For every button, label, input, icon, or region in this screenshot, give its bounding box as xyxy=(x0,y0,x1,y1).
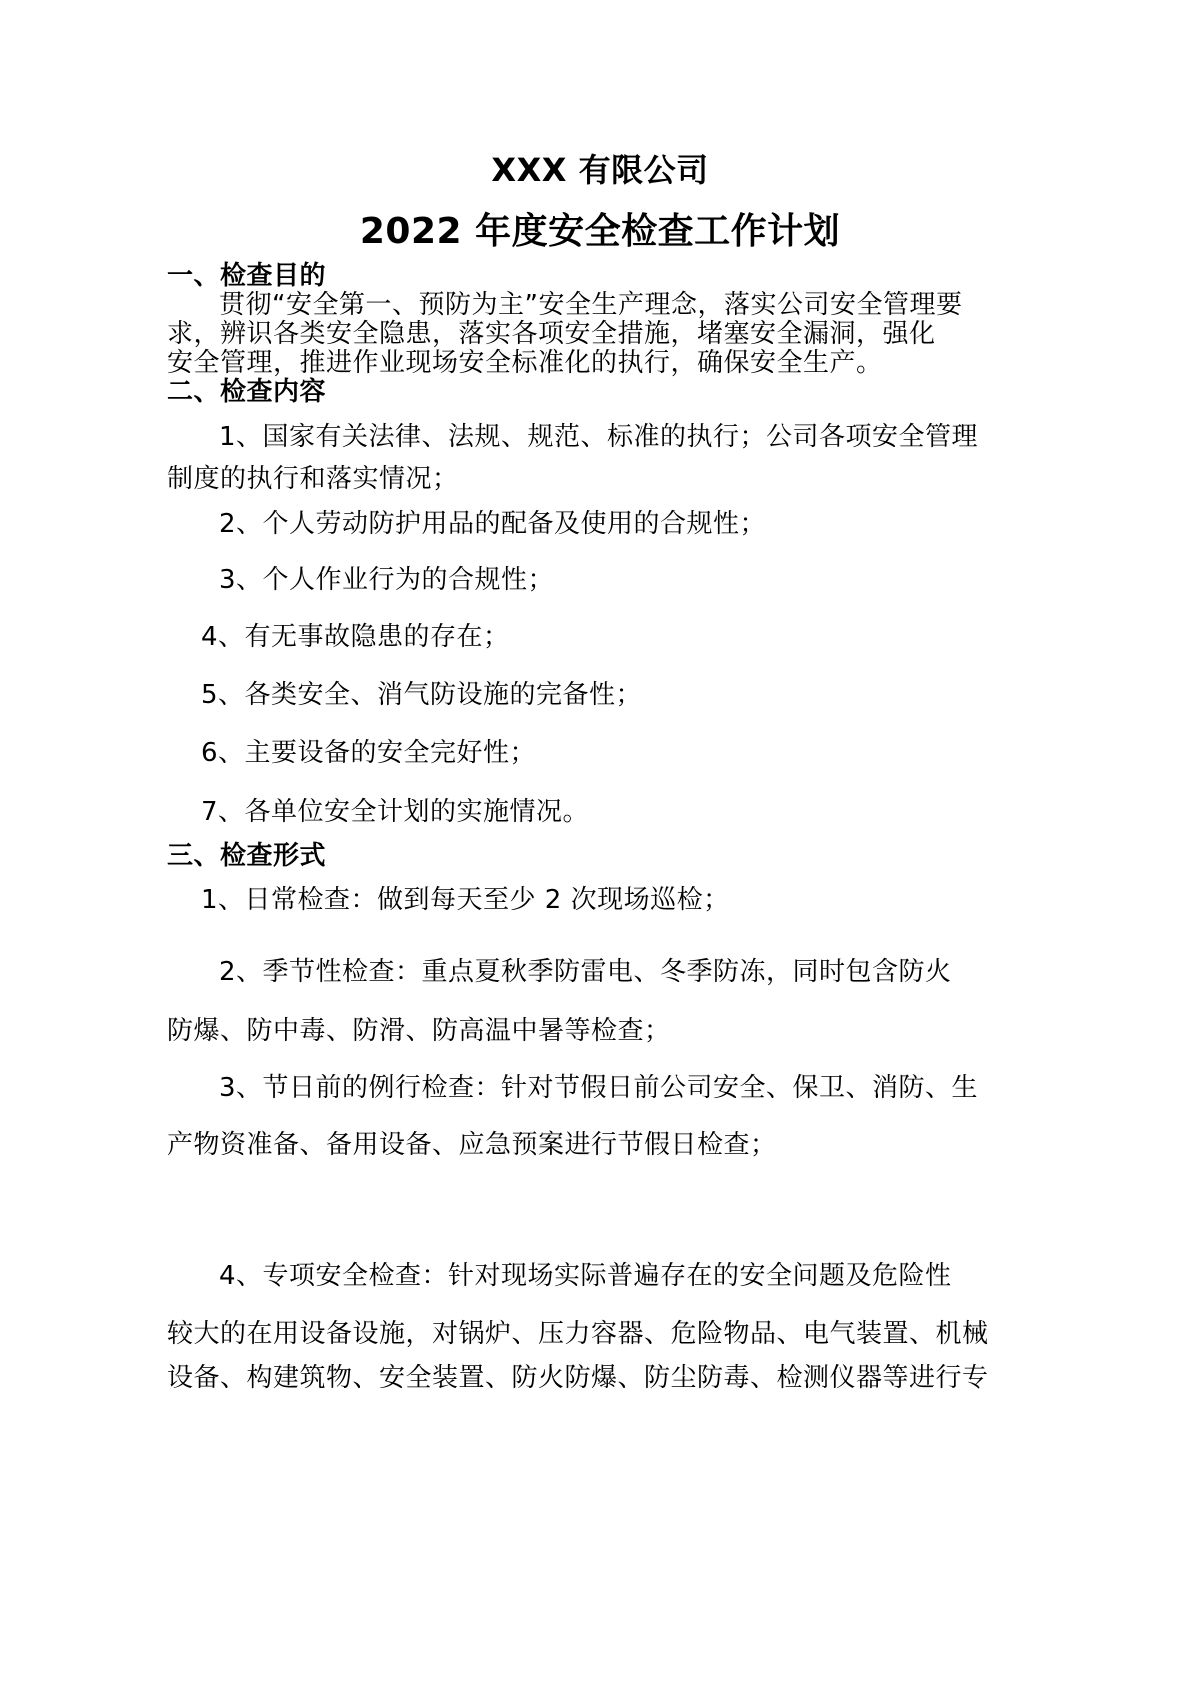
section2-heading: 二、检查内容 xyxy=(167,377,327,407)
company-name: XXX 有限公司 xyxy=(491,151,709,189)
section3-item-3: 3、节日前的例行检查：针对节假日前公司安全、保卫、消防、生 xyxy=(219,1073,979,1103)
section1-line-3: 安全管理，推进作业现场安全标准化的执行，确保安全生产。 xyxy=(167,348,883,378)
section2-item-6: 6、主要设备的安全完好性； xyxy=(201,738,537,768)
section2-item-2: 2、个人劳动防护用品的配备及使用的合规性； xyxy=(219,509,767,539)
section3-item-2: 2、季节性检查：重点夏秋季防雷电、冬季防冻，同时包含防火 xyxy=(219,957,952,987)
section2-item-7: 7、各单位安全计划的实施情况。 xyxy=(201,797,590,827)
section3-item-4-cont-1: 较大的在用设备设施，对锅炉、压力容器、危险物品、电气装置、机械 xyxy=(167,1319,989,1349)
section2-item-3: 3、个人作业行为的合规性； xyxy=(219,565,555,595)
section1-heading: 一、检查目的 xyxy=(167,261,327,291)
section2-item-5: 5、各类安全、消气防设施的完备性； xyxy=(201,680,643,710)
section3-item-4: 4、专项安全检查：针对现场实际普遍存在的安全问题及危险性 xyxy=(219,1261,952,1291)
section3-heading: 三、检查形式 xyxy=(167,841,327,871)
section2-item-1: 1、国家有关法律、法规、规范、标准的执行；公司各项安全管理 xyxy=(219,422,979,452)
section1-line-1: 贯彻“安全第一、预防为主”安全生产理念，落实公司安全管理要 xyxy=(219,290,963,320)
plan-title: 2022 年度安全检查工作计划 xyxy=(359,211,841,252)
section3-item-2-cont: 防爆、防中毒、防滑、防高温中暑等检查； xyxy=(167,1016,671,1046)
section2-item-1-cont: 制度的执行和落实情况； xyxy=(167,464,459,494)
section2-item-4: 4、有无事故隐患的存在； xyxy=(201,622,510,652)
section3-item-1: 1、日常检查：做到每天至少 2 次现场巡检； xyxy=(201,885,730,915)
section1-line-2: 求，辨识各类安全隐患，落实各项安全措施，堵塞安全漏洞，强化 xyxy=(167,319,936,349)
section3-item-4-cont-2: 设备、构建筑物、安全装置、防火防爆、防尘防毒、检测仪器等进行专 xyxy=(167,1363,989,1393)
section3-item-3-cont: 产物资准备、备用设备、应急预案进行节假日检查； xyxy=(167,1130,777,1160)
